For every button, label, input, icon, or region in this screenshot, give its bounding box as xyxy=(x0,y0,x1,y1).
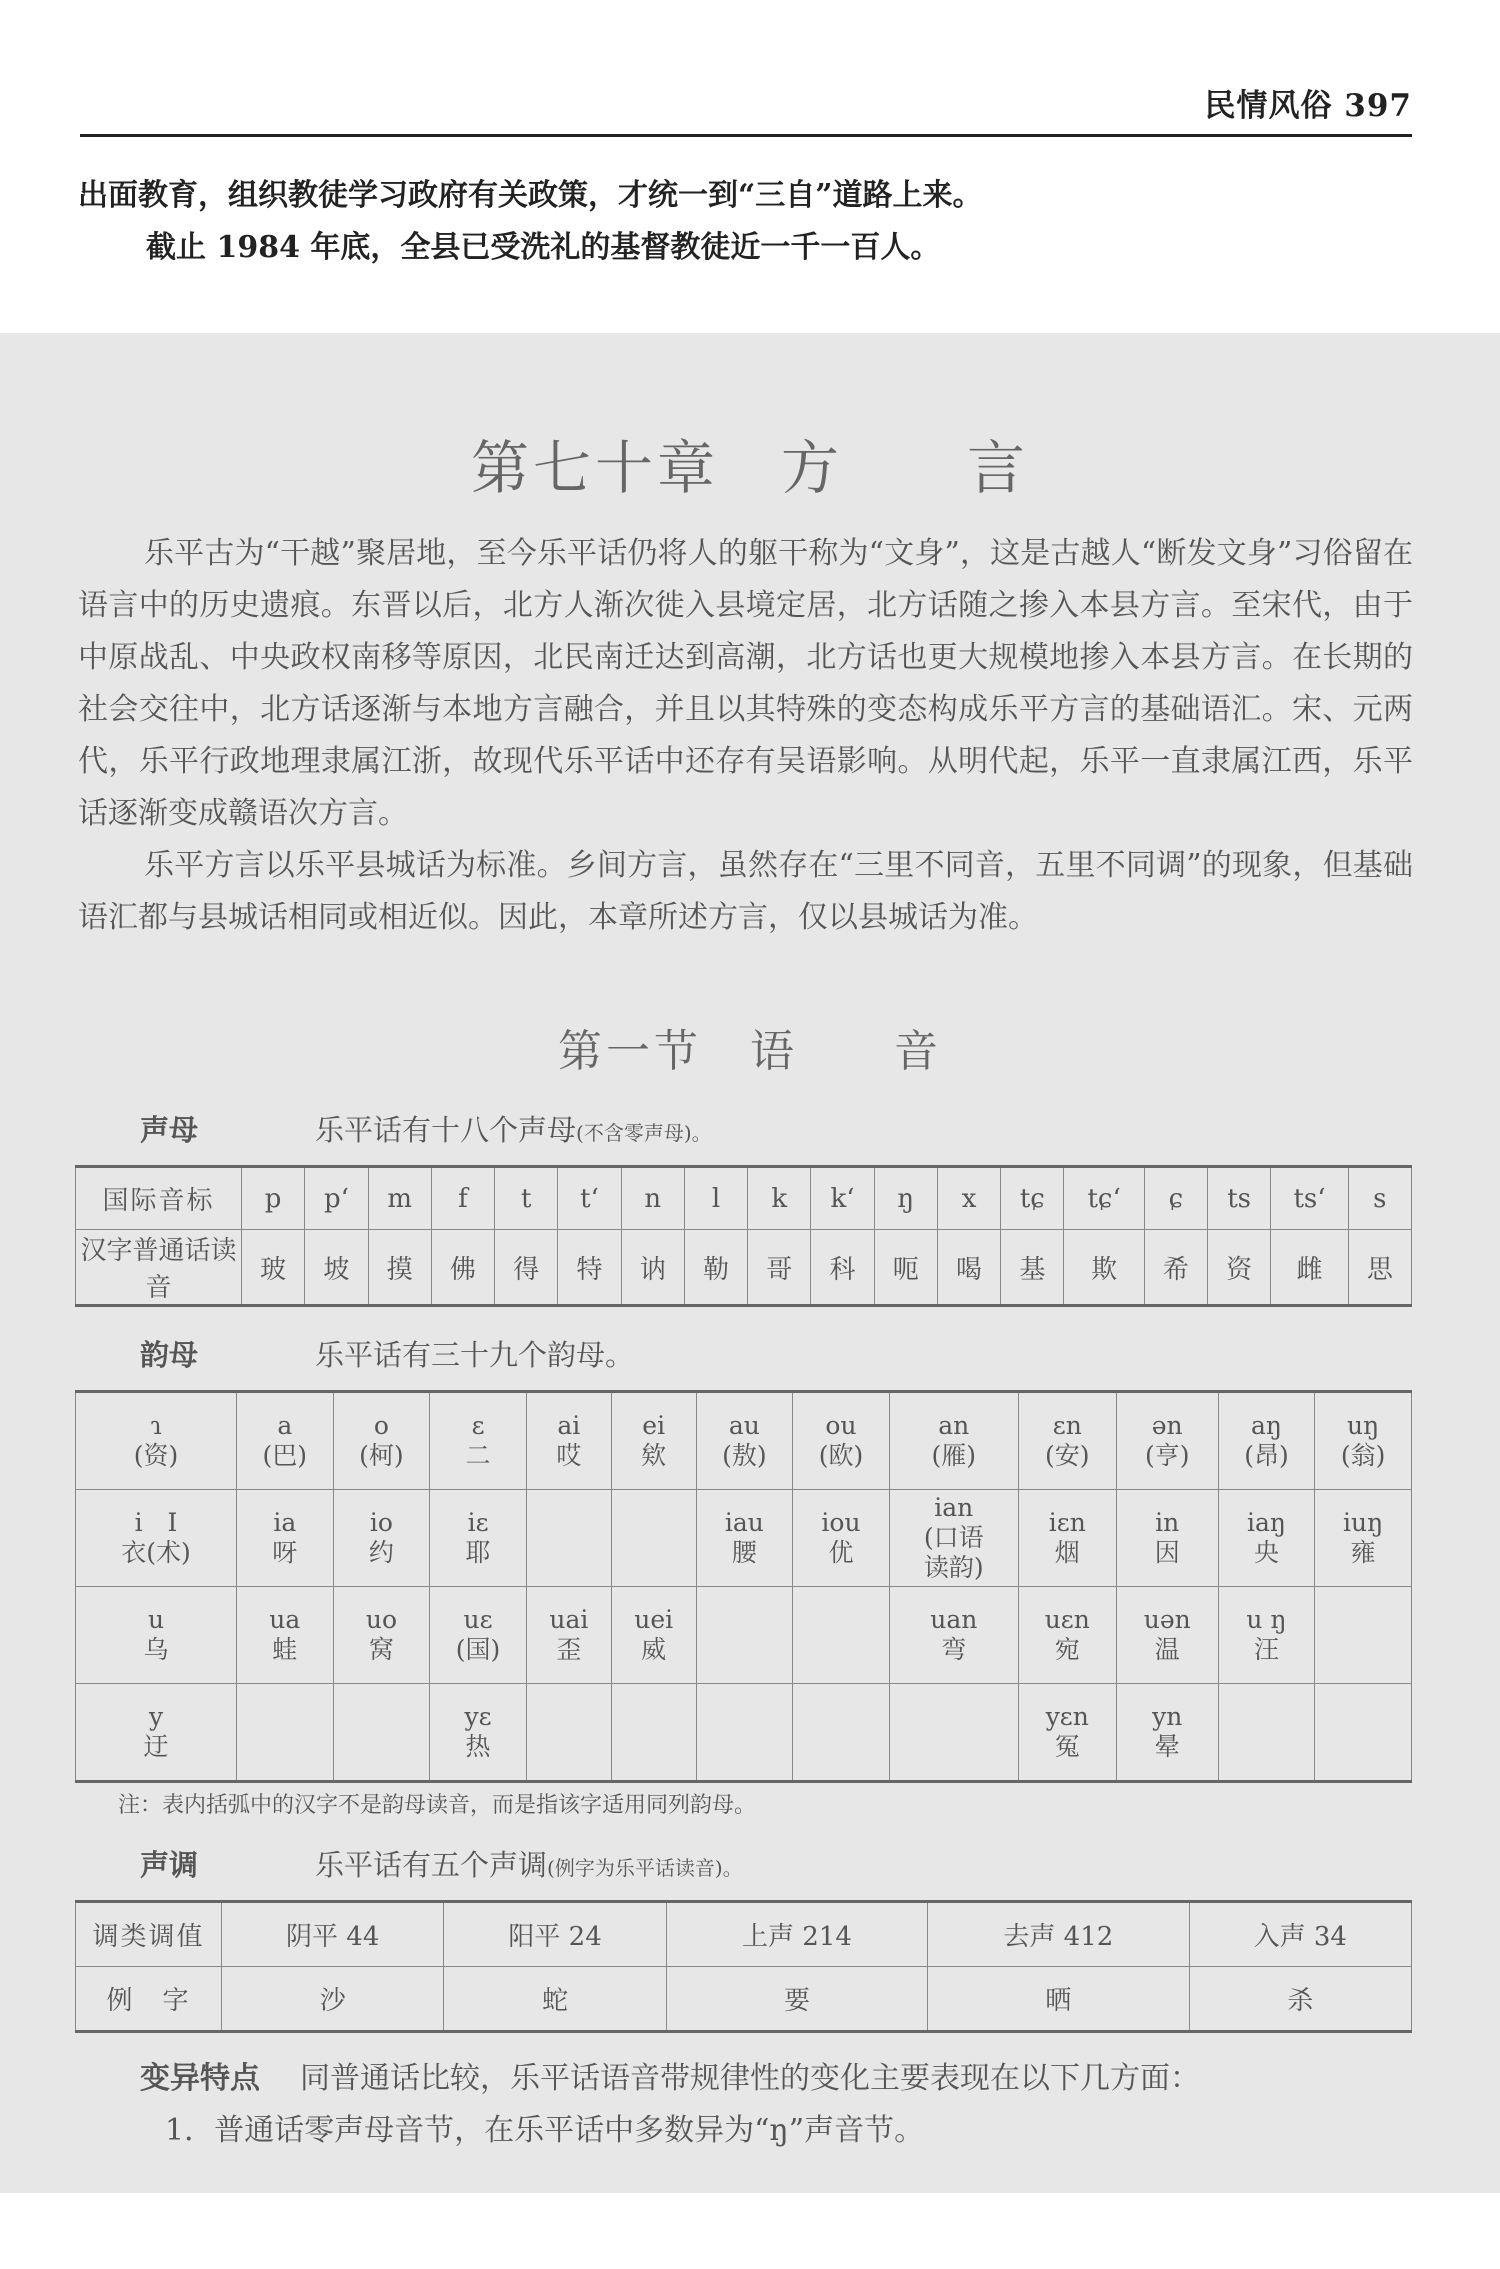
final-cell: uan 弯 xyxy=(889,1587,1018,1684)
ipa-cell: n xyxy=(621,1167,684,1230)
final-cell: ua 蛙 xyxy=(237,1587,334,1684)
char-cell: 勒 xyxy=(684,1230,747,1306)
top-text-line-1: 出面教育，组织教徒学习政府有关政策，才统一到“三自”道路上来。 xyxy=(78,178,983,213)
final-cell: ei 欸 xyxy=(611,1392,696,1490)
finals-row xyxy=(76,1587,1412,1684)
final-cell: io 约 xyxy=(333,1490,430,1587)
final-cell: yn 晕 xyxy=(1116,1684,1218,1782)
char-cell: 雌 xyxy=(1271,1230,1348,1306)
finals-heading xyxy=(140,1333,634,1374)
char-cell: 基 xyxy=(1001,1230,1064,1306)
variation-label: 变异特点 xyxy=(140,2061,260,2096)
tones-text: 乐平话有五个声调 xyxy=(315,1848,548,1882)
intro-text xyxy=(78,528,1413,944)
final-cell xyxy=(793,1587,890,1684)
row-header-tone-example: 例 字 xyxy=(76,1967,222,2032)
final-cell xyxy=(611,1490,696,1587)
char-cell: 哥 xyxy=(748,1230,811,1306)
initials-ipa-row xyxy=(76,1167,1412,1230)
ipa-cell: ts‘ xyxy=(1271,1167,1348,1230)
tone-type-cell: 入声 34 xyxy=(1189,1902,1411,1967)
ipa-cell: s xyxy=(1348,1167,1411,1230)
chapter-block xyxy=(0,333,1500,2193)
final-cell: uai 歪 xyxy=(526,1587,611,1684)
final-cell xyxy=(1218,1684,1315,1782)
final-cell: ia 呀 xyxy=(237,1490,334,1587)
final-cell: uo 窝 xyxy=(333,1587,430,1684)
variation-text: 同普通话比较，乐平话语音带规律性的变化主要表现在以下几方面： xyxy=(300,2061,1200,2096)
final-cell: iou 优 xyxy=(793,1490,890,1587)
final-cell xyxy=(526,1684,611,1782)
final-cell: uŋ (翁) xyxy=(1315,1392,1412,1490)
ipa-cell: x xyxy=(937,1167,1000,1230)
tone-type-cell: 阴平 44 xyxy=(222,1902,444,1967)
char-cell: 佛 xyxy=(431,1230,494,1306)
final-cell xyxy=(696,1587,793,1684)
char-cell: 资 xyxy=(1208,1230,1271,1306)
ipa-cell: t‘ xyxy=(558,1167,621,1230)
header-rule xyxy=(80,134,1412,137)
final-cell: ɿ (资) xyxy=(76,1392,237,1490)
tones-label: 声调 xyxy=(140,1848,199,1882)
tones-heading xyxy=(140,1843,743,1884)
finals-note: 注：表内括弧中的汉字不是韵母读音，而是指该字适用同列韵母。 xyxy=(118,1793,757,1818)
final-cell: ai 哎 xyxy=(526,1392,611,1490)
char-cell: 希 xyxy=(1144,1230,1207,1306)
ipa-cell: p‘ xyxy=(305,1167,368,1230)
char-cell: 摸 xyxy=(368,1230,431,1306)
section-title: 第一节 语 音 xyxy=(558,1026,942,1077)
ipa-cell: f xyxy=(431,1167,494,1230)
finals-row xyxy=(76,1392,1412,1490)
final-cell: u ŋ 汪 xyxy=(1218,1587,1315,1684)
finals-label: 韵母 xyxy=(140,1338,199,1372)
tones-note: (例字为乐平话读音)。 xyxy=(547,1856,743,1880)
final-cell: an (雁) xyxy=(889,1392,1018,1490)
tone-example-cell: 杀 xyxy=(1189,1967,1411,2032)
top-text xyxy=(78,170,1418,274)
final-cell: a (巴) xyxy=(237,1392,334,1490)
finals-table xyxy=(75,1390,1412,1783)
char-cell: 科 xyxy=(811,1230,874,1306)
final-cell: uε (国) xyxy=(430,1587,527,1684)
initials-heading xyxy=(140,1108,712,1149)
char-cell: 得 xyxy=(495,1230,558,1306)
ipa-cell: l xyxy=(684,1167,747,1230)
final-cell: aŋ (昂) xyxy=(1218,1392,1315,1490)
final-cell: uεn 宛 xyxy=(1018,1587,1116,1684)
final-cell: yεn 冤 xyxy=(1018,1684,1116,1782)
intro-paragraph-2: 乐平方言以乐平县城话为标准。乡间方言，虽然存在“三里不同音，五里不同调”的现象，但基础语汇都与县城话相同或相近似。因此，本章所述方言，仅以县城话为准。 xyxy=(78,848,1413,935)
final-cell: y 迂 xyxy=(76,1684,237,1782)
chapter-title: 第七十章 方 言 xyxy=(470,434,1029,502)
tone-type-cell: 上声 214 xyxy=(666,1902,927,1967)
final-cell xyxy=(889,1684,1018,1782)
tone-example-cell: 晒 xyxy=(928,1967,1189,2032)
final-cell xyxy=(793,1684,890,1782)
final-cell: in 因 xyxy=(1116,1490,1218,1587)
tone-type-cell: 去声 412 xyxy=(928,1902,1189,1967)
final-cell: iau 腰 xyxy=(696,1490,793,1587)
top-text-line-2: 截止 1984 年底，全县已受洗礼的基督教徒近一千一百人。 xyxy=(146,230,941,265)
ipa-cell: k‘ xyxy=(811,1167,874,1230)
final-cell: yε 热 xyxy=(430,1684,527,1782)
final-cell: ian (口语 读韵) xyxy=(889,1490,1018,1587)
final-cell: uən 温 xyxy=(1116,1587,1218,1684)
ipa-cell: ts xyxy=(1208,1167,1271,1230)
ipa-cell: tɕ‘ xyxy=(1064,1167,1144,1230)
variation-section xyxy=(140,2053,1420,2157)
char-cell: 喝 xyxy=(937,1230,1000,1306)
initials-label: 声母 xyxy=(140,1113,199,1147)
initials-char-row xyxy=(76,1230,1412,1306)
final-cell xyxy=(611,1684,696,1782)
variation-item-1: 1．普通话零声母音节，在乐平话中多数异为“ŋ”声音节。 xyxy=(165,2113,925,2148)
final-cell xyxy=(696,1684,793,1782)
final-cell: uei 威 xyxy=(611,1587,696,1684)
char-cell: 玻 xyxy=(242,1230,305,1306)
final-cell: iεn 烟 xyxy=(1018,1490,1116,1587)
tones-example-row xyxy=(76,1967,1412,2032)
final-cell: iaŋ 央 xyxy=(1218,1490,1315,1587)
char-cell: 坡 xyxy=(305,1230,368,1306)
row-header-tone-type: 调类调值 xyxy=(76,1902,222,1967)
finals-row xyxy=(76,1684,1412,1782)
final-cell xyxy=(237,1684,334,1782)
ipa-cell: m xyxy=(368,1167,431,1230)
final-cell: iuŋ 雍 xyxy=(1315,1490,1412,1587)
tones-table xyxy=(75,1900,1412,2033)
final-cell xyxy=(1315,1684,1412,1782)
ipa-cell: k xyxy=(748,1167,811,1230)
tone-example-cell: 沙 xyxy=(222,1967,444,2032)
page-header xyxy=(80,80,1412,140)
final-cell: ou (欧) xyxy=(793,1392,890,1490)
final-cell: iε 耶 xyxy=(430,1490,527,1587)
ipa-cell: ŋ xyxy=(874,1167,937,1230)
final-cell: au (敖) xyxy=(696,1392,793,1490)
tone-example-cell: 要 xyxy=(666,1967,927,2032)
initials-text: 乐平话有十八个声母 xyxy=(315,1113,577,1147)
initials-table xyxy=(75,1165,1412,1307)
final-cell: εn (安) xyxy=(1018,1392,1116,1490)
ipa-cell: ɕ xyxy=(1144,1167,1207,1230)
intro-paragraph-1: 乐平古为“干越”聚居地，至今乐平话仍将人的躯干称为“文身”，这是古越人“断发文身”习俗留在语言中的历史遗痕。东晋以后，北方人渐次徙入县境定居，北方话随之掺入本县方言。至宋代，由于中原战乱、中央政权南移等原因，北民南迁达到高潮，北方话也更大规模地掺入本县方言。在长期的社会交往中，北方话逐渐与本地方言融合，并且以其特殊的变态构成乐平方言的基础语汇。宋、元两代，乐平行政地理隶属江浙，故现代乐平话中还存有吴语影响。从明代起，乐平一直隶属江西，乐平话逐渐变成赣语次方言。 xyxy=(78,536,1413,831)
final-cell: i I 衣(术) xyxy=(76,1490,237,1587)
tone-type-cell: 阳平 24 xyxy=(444,1902,666,1967)
final-cell: ε 二 xyxy=(430,1392,527,1490)
row-header-ipa: 国际音标 xyxy=(76,1167,242,1230)
ipa-cell: p xyxy=(242,1167,305,1230)
initials-note: (不含零声母)。 xyxy=(576,1121,712,1145)
final-cell xyxy=(333,1684,430,1782)
final-cell xyxy=(1315,1587,1412,1684)
char-cell: 呃 xyxy=(874,1230,937,1306)
ipa-cell: t xyxy=(495,1167,558,1230)
char-cell: 特 xyxy=(558,1230,621,1306)
final-cell xyxy=(526,1490,611,1587)
tone-example-cell: 蛇 xyxy=(444,1967,666,2032)
finals-text: 乐平话有三十九个韵母。 xyxy=(315,1338,635,1372)
final-cell: o (柯) xyxy=(333,1392,430,1490)
char-cell: 讷 xyxy=(621,1230,684,1306)
char-cell: 欺 xyxy=(1064,1230,1144,1306)
tones-type-row xyxy=(76,1902,1412,1967)
row-header-chars: 汉字普通话读音 xyxy=(76,1230,242,1306)
final-cell: u 乌 xyxy=(76,1587,237,1684)
finals-row xyxy=(76,1490,1412,1587)
running-title: 民情风俗 397 xyxy=(1204,88,1412,124)
char-cell: 思 xyxy=(1348,1230,1411,1306)
final-cell: ən (亨) xyxy=(1116,1392,1218,1490)
ipa-cell: tɕ xyxy=(1001,1167,1064,1230)
